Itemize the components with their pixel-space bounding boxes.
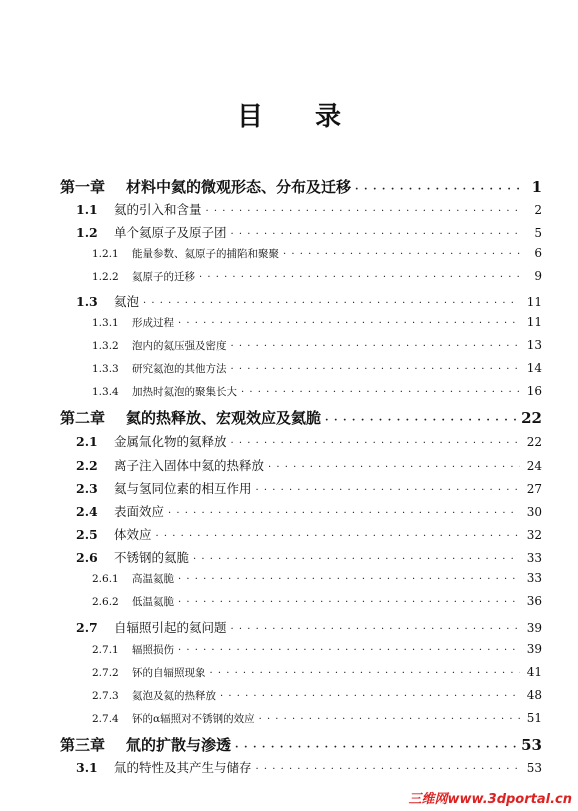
toc-dot-leader bbox=[143, 298, 520, 309]
toc-entry-title: 氚的特性及其产生与储存 bbox=[114, 760, 252, 775]
toc-entry-number: 2.7.3 bbox=[92, 690, 119, 702]
toc-dot-leader bbox=[268, 462, 520, 473]
toc-entry[interactable] bbox=[92, 665, 542, 680]
toc-entry-number: 2.6 bbox=[76, 550, 98, 565]
toc-dot-leader bbox=[193, 554, 520, 565]
toc-entry-title: 氦泡 bbox=[114, 294, 140, 309]
toc-entry-number: 第三章 bbox=[60, 736, 106, 754]
toc-dot-leader bbox=[231, 624, 520, 635]
toc-page-number: 53 bbox=[526, 761, 542, 775]
toc-entry-title: 钚的自辐照现象 bbox=[132, 667, 206, 679]
toc-entry[interactable] bbox=[92, 246, 542, 261]
toc-entry-title: 形成过程 bbox=[132, 317, 174, 329]
toc-entry-number: 1.3 bbox=[76, 294, 98, 309]
toc-dot-leader bbox=[259, 714, 520, 725]
toc-dot-leader bbox=[220, 691, 520, 702]
page-title bbox=[0, 96, 578, 133]
toc-dot-leader bbox=[231, 341, 521, 352]
toc-entry-number: 2.2 bbox=[76, 458, 98, 473]
toc-page-number: 33 bbox=[526, 571, 542, 585]
toc-entry-title: 单个氦原子及原子团 bbox=[114, 225, 227, 240]
toc-dot-leader bbox=[206, 206, 520, 217]
toc-entry-title: 离子注入固体中氦的热释放 bbox=[114, 458, 265, 473]
toc-page-number: 16 bbox=[526, 384, 542, 398]
toc-dot-leader bbox=[178, 574, 520, 585]
toc-page-number: 32 bbox=[526, 528, 542, 542]
toc-dot-leader bbox=[231, 438, 520, 449]
toc-page-number: 36 bbox=[526, 594, 542, 608]
toc-dot-leader bbox=[355, 184, 520, 195]
toc-entry[interactable] bbox=[92, 688, 542, 703]
watermark: 三维网www.3dportal.cn bbox=[408, 792, 572, 807]
toc-entry-number: 2.7.4 bbox=[92, 713, 119, 725]
toc-entry-number: 2.1 bbox=[76, 434, 98, 449]
title-char-1: 目 bbox=[236, 102, 263, 132]
toc-entry-number: 2.6.2 bbox=[92, 596, 119, 608]
toc-entry-title: 自辐照引起的氦问题 bbox=[114, 620, 227, 635]
toc-entry-number: 2.7.1 bbox=[92, 644, 119, 656]
toc-entry-title: 高温氦脆 bbox=[132, 573, 174, 585]
toc-entry-title: 钚的α辐照对不锈钢的效应 bbox=[132, 713, 255, 725]
toc-entry[interactable] bbox=[76, 548, 542, 566]
toc-entry[interactable] bbox=[76, 292, 542, 310]
toc-dot-leader bbox=[210, 668, 521, 679]
toc-entry[interactable] bbox=[76, 456, 542, 474]
toc-entry[interactable] bbox=[92, 384, 542, 399]
toc-entry-title: 金属氚化物的氦释放 bbox=[114, 434, 227, 449]
toc-dot-leader bbox=[168, 508, 520, 519]
toc-entry-number: 1.2.2 bbox=[92, 271, 119, 283]
toc-entry-title: 能量参数、氦原子的捕陷和聚聚 bbox=[132, 248, 279, 260]
toc-page-number: 39 bbox=[526, 621, 542, 635]
toc-entry[interactable] bbox=[92, 642, 542, 657]
toc-entry-number: 1.2 bbox=[76, 225, 98, 240]
toc-entry-title: 泡内的氦压强及密度 bbox=[132, 340, 227, 352]
toc-entry-title: 加热时氦泡的聚集长大 bbox=[132, 386, 237, 398]
toc-entry-title: 材料中氦的微观形态、分布及迁移 bbox=[126, 178, 352, 196]
toc-page-number: 22 bbox=[526, 435, 542, 449]
toc-entry-title: 氦与氢同位素的相互作用 bbox=[114, 481, 252, 496]
toc-dot-leader bbox=[256, 485, 520, 496]
toc-page-number: 22 bbox=[521, 409, 542, 427]
toc-entry-number: 1.3.4 bbox=[92, 386, 119, 398]
toc-entry-number: 1.2.1 bbox=[92, 248, 119, 260]
toc-dot-leader bbox=[256, 764, 520, 775]
toc-page-number: 6 bbox=[534, 246, 542, 260]
toc-entry[interactable] bbox=[76, 758, 542, 776]
toc-dot-leader bbox=[235, 742, 517, 753]
toc-entry-title: 体效应 bbox=[114, 527, 152, 542]
toc-entry[interactable] bbox=[92, 315, 542, 330]
toc-page-number: 27 bbox=[526, 482, 542, 496]
toc-page-number: 39 bbox=[526, 642, 542, 656]
toc-page-number: 53 bbox=[521, 736, 542, 754]
toc-entry-title: 氦的热释放、宏观效应及氦脆 bbox=[126, 409, 322, 427]
toc-page-number: 14 bbox=[526, 361, 542, 375]
toc-entry-number: 3.1 bbox=[76, 760, 98, 775]
toc-page-number: 33 bbox=[526, 551, 542, 565]
toc-dot-leader bbox=[178, 645, 520, 656]
toc-entry-number: 第一章 bbox=[60, 178, 106, 196]
toc-entry-number: 1.1 bbox=[76, 202, 98, 217]
toc-entry[interactable] bbox=[76, 479, 542, 497]
toc-dot-leader bbox=[156, 531, 520, 542]
toc-page-number: 2 bbox=[534, 203, 542, 217]
toc-dot-leader bbox=[241, 387, 520, 398]
toc-entry-title: 氦的引入和含量 bbox=[114, 202, 202, 217]
toc-page-number: 51 bbox=[526, 711, 542, 725]
toc-dot-leader bbox=[231, 229, 520, 240]
toc-dot-leader bbox=[231, 364, 521, 375]
toc-entry[interactable] bbox=[92, 594, 542, 609]
title-char-2: 录 bbox=[315, 102, 342, 132]
toc-entry-number: 2.3 bbox=[76, 481, 98, 496]
toc-page-number: 5 bbox=[534, 226, 542, 240]
toc-entry[interactable] bbox=[60, 407, 542, 428]
toc-entry[interactable] bbox=[92, 361, 542, 376]
toc-dot-leader bbox=[178, 597, 520, 608]
toc-entry-number: 1.3.2 bbox=[92, 340, 119, 352]
toc-page-number: 41 bbox=[526, 665, 542, 679]
toc-page-number: 11 bbox=[526, 315, 542, 329]
toc-entry-title: 不锈钢的氦脆 bbox=[114, 550, 190, 565]
toc-page-number: 13 bbox=[526, 338, 542, 352]
toc-entry[interactable] bbox=[76, 525, 542, 543]
toc-page-number: 9 bbox=[534, 269, 542, 283]
toc-entry-title: 低温氦脆 bbox=[132, 596, 174, 608]
toc-dot-leader bbox=[178, 318, 520, 329]
toc-page-number: 48 bbox=[526, 688, 542, 702]
toc-entry-number: 2.7 bbox=[76, 620, 98, 635]
toc-entry-number: 2.7.2 bbox=[92, 667, 119, 679]
toc-entry-number: 1.3.1 bbox=[92, 317, 119, 329]
toc-page-number: 1 bbox=[531, 178, 542, 196]
toc-entry-title: 研究氦泡的其他方法 bbox=[132, 363, 227, 375]
toc-entry-title: 表面效应 bbox=[114, 504, 165, 519]
toc-entry-number: 2.4 bbox=[76, 504, 98, 519]
toc-entry[interactable] bbox=[76, 200, 542, 218]
toc-entry[interactable] bbox=[76, 502, 542, 520]
toc-entry[interactable] bbox=[60, 176, 542, 197]
toc-entry-title: 氦原子的迁移 bbox=[132, 271, 195, 283]
toc-entry[interactable] bbox=[76, 223, 542, 241]
toc-entry[interactable] bbox=[92, 571, 542, 586]
toc-dot-leader bbox=[199, 272, 520, 283]
toc-entry[interactable] bbox=[60, 734, 542, 755]
toc-entry[interactable] bbox=[76, 432, 542, 450]
toc-page-number: 30 bbox=[526, 505, 542, 519]
toc-dot-leader bbox=[283, 249, 520, 260]
toc-entry-number: 第二章 bbox=[60, 409, 106, 427]
toc-page-number: 11 bbox=[526, 295, 542, 309]
toc-entry[interactable] bbox=[76, 618, 542, 636]
toc-entry[interactable] bbox=[92, 711, 542, 726]
toc-entry-number: 2.5 bbox=[76, 527, 98, 542]
toc-entry[interactable] bbox=[92, 338, 542, 353]
toc-entry-number: 2.6.1 bbox=[92, 573, 119, 585]
toc-page-number: 24 bbox=[526, 459, 542, 473]
toc-entry-title: 氦泡及氦的热释放 bbox=[132, 690, 216, 702]
toc-entry-title: 氚的扩散与渗透 bbox=[126, 736, 232, 754]
toc-entry[interactable] bbox=[92, 269, 542, 284]
toc-entry-number: 1.3.3 bbox=[92, 363, 119, 375]
toc-dot-leader bbox=[325, 415, 517, 426]
toc-entry-title: 辐照损伤 bbox=[132, 644, 174, 656]
